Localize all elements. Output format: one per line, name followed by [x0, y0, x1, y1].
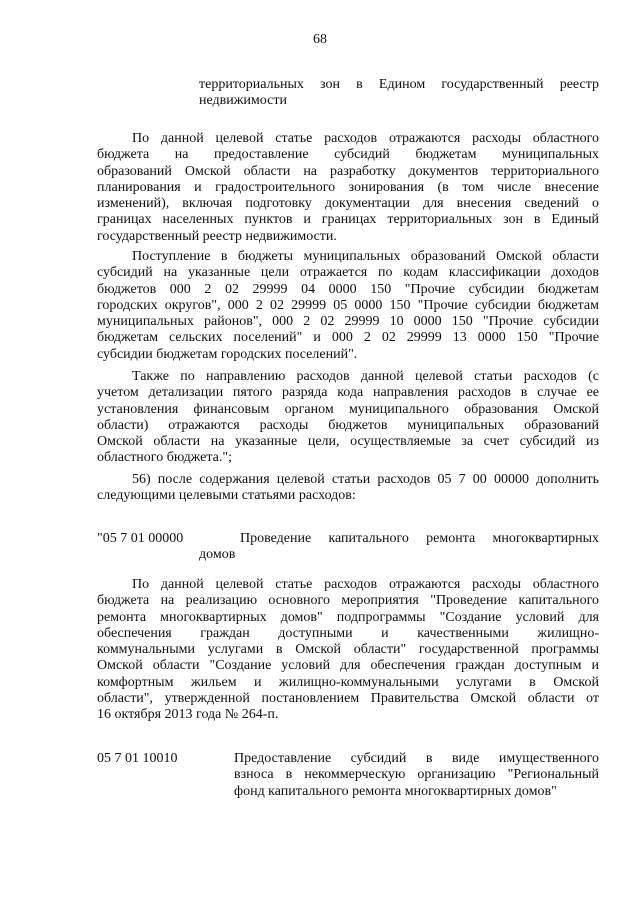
- continuation-text: [199, 77, 599, 110]
- text-line: муниципальных районов", 000 2 02 29999 10 0000 150 "Прочие субсидии: [97, 314, 599, 330]
- paragraph-income-codes: [97, 249, 599, 363]
- text-line: областного бюджета.";: [97, 450, 232, 466]
- text-line: следующими целевыми статьями расходов:: [97, 488, 356, 504]
- text-line: бюджета на реализацию основного мероприятия "Проведение капитального: [97, 593, 599, 609]
- text-line: Также по направлению расходов данной целевой статьи расходов (с: [132, 369, 599, 384]
- text-line: границах населенных пунктов и границах территориальных зон в Единый: [97, 212, 599, 228]
- text-line: недвижимости: [199, 93, 287, 109]
- text-line: установления финансовым органом муниципального образования Омской: [97, 401, 599, 417]
- paragraph-expense-direction: [97, 369, 599, 467]
- paragraph-capital-repair-description: [97, 577, 599, 724]
- target-article-title: [234, 751, 599, 800]
- text-line: области", утвержденной постановлением Правительства Омской области от: [97, 691, 599, 707]
- text-line: По данной целевой статье расходов отражаются расходы областного: [132, 131, 599, 146]
- text-line: Омской области "Создание условий для обеспечения граждан доступным и: [97, 658, 599, 674]
- text-line: учетом детализации пятого разряда кода направления расходов в случае ее: [97, 385, 599, 401]
- text-line: бюджетов 000 2 02 29999 04 0000 150 "Прочие субсидии бюджетам: [97, 281, 599, 297]
- text-line: ремонта многоквартирных домов" подпрограммы "Создание условий для: [97, 609, 599, 625]
- text-line: обеспечения граждан доступными и качественными жилищно-: [97, 625, 599, 641]
- text-line: 16 октября 2013 года № 264-п.: [97, 707, 279, 723]
- paragraph-target-article-description: [97, 131, 599, 245]
- text-line: изменений), включая подготовку документации для внесения сведений о: [97, 196, 599, 212]
- text-line: государственный реестр недвижимости.: [97, 228, 337, 244]
- text-line: субсидий на указанные цели отражается по кодам классификации доходов: [97, 265, 599, 281]
- text-line: Поступление в бюджеты муниципальных образований Омской области: [132, 249, 599, 264]
- text-line: взноса в некоммерческую организацию "Региональный: [234, 767, 599, 783]
- text-line: коммунальными услугами в Омской области" государственной программы: [97, 642, 599, 658]
- text-line: комфортным жильем и жилищно-коммунальными услугами в Омской: [97, 674, 599, 690]
- text-line: субсидии бюджетам городских поселений".: [97, 346, 358, 362]
- text-line: Предоставление субсидий в виде имущественного: [234, 751, 599, 766]
- text-line: области) отражаются расходы бюджетов муниципальных образований: [97, 417, 599, 433]
- text-line: домов: [199, 547, 236, 563]
- paragraph-amendment-56: [97, 472, 599, 505]
- text-line: городских округов", 000 2 02 29999 05 0000 150 "Прочие субсидии бюджетам: [97, 297, 599, 313]
- target-article-code: 05 7 01 10010: [97, 751, 178, 766]
- target-article-code: "05 7 01 00000: [97, 531, 184, 546]
- text-line: образований Омской области на разработку документов территориального: [97, 163, 599, 179]
- text-line: Омской области на указанные цели, осуществляемые за счет субсидий из: [97, 434, 599, 450]
- text-line: По данной целевой статье расходов отражаются расходы областного: [132, 577, 599, 592]
- target-article-title: [199, 531, 599, 564]
- text-line: 56) после содержания целевой статьи расходов 05 7 00 00000 дополнить: [132, 472, 599, 487]
- text-line: планирования и градостроительного зонирования (в том числе внесение: [97, 179, 599, 195]
- page-number: 68: [313, 32, 327, 47]
- text-line: бюджета на предоставление субсидий бюджетам муниципальных: [97, 147, 599, 163]
- text-line: фонд капитального ремонта многоквартирных домов": [234, 783, 557, 799]
- text-line: Проведение капитального ремонта многоквартирных: [240, 531, 599, 546]
- text-line: бюджетам сельских поселений" и 000 2 02 29999 13 0000 150 "Прочие: [97, 330, 599, 346]
- text-line: территориальных зон в Едином государственный реестр: [199, 77, 599, 92]
